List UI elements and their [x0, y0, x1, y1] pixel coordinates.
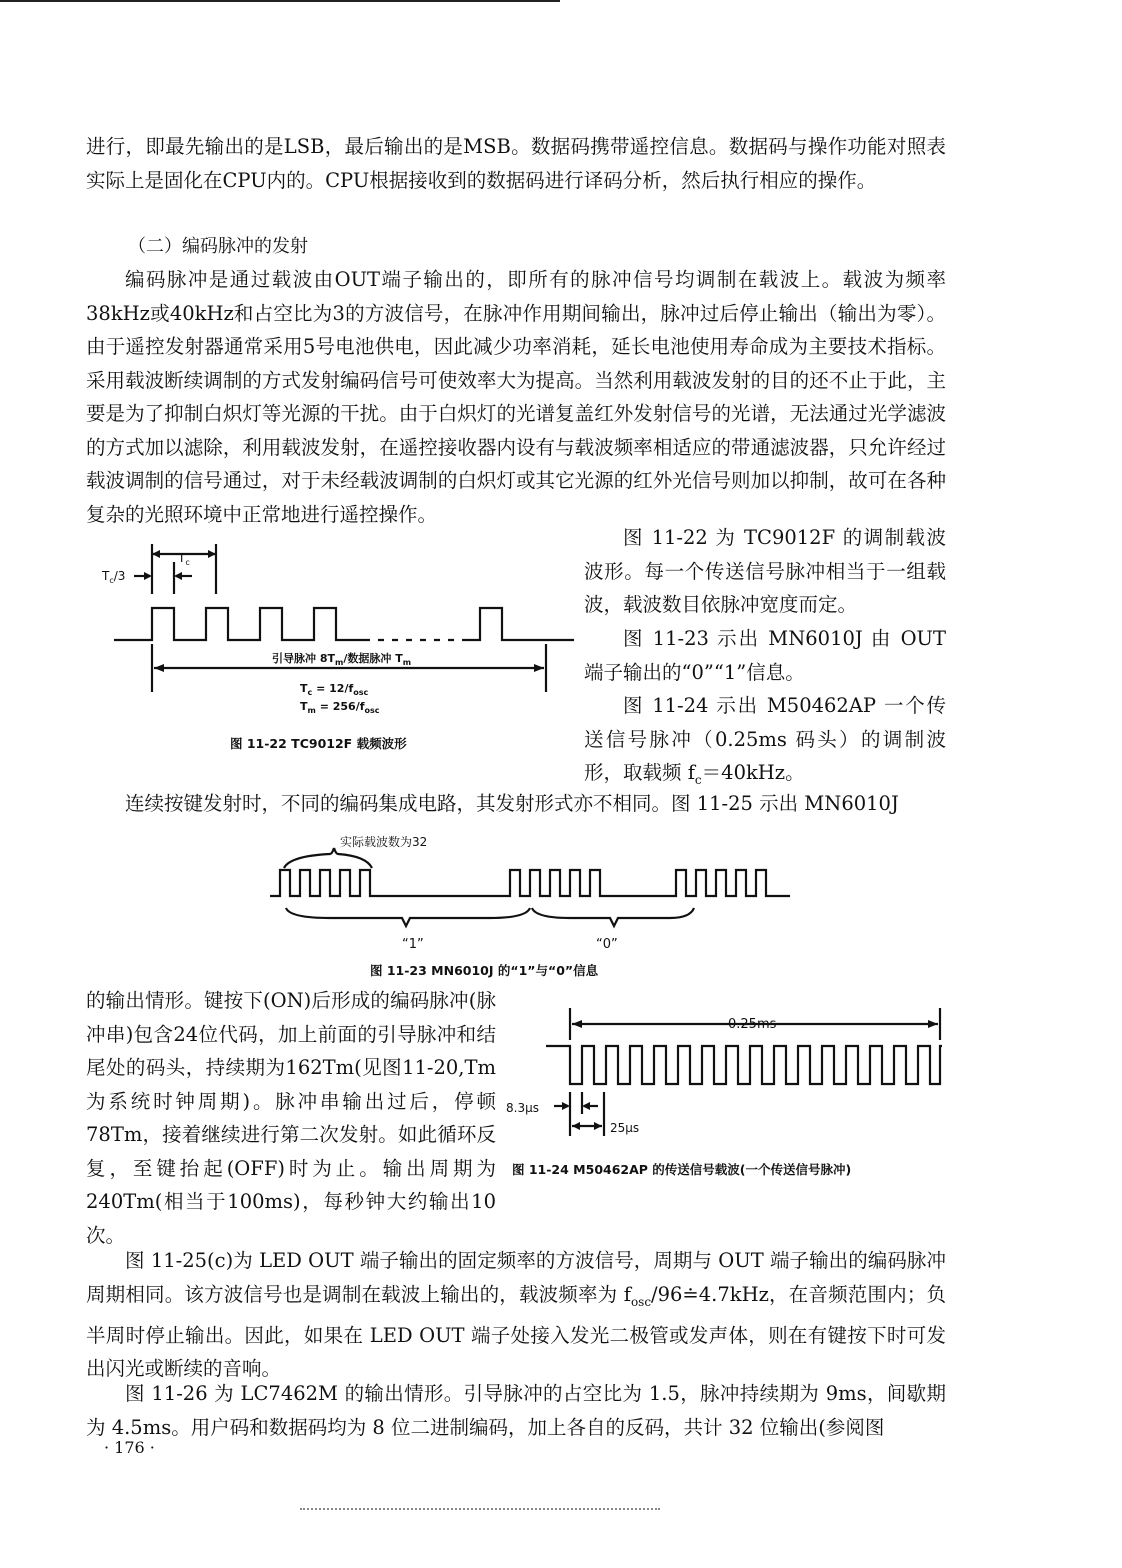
label-one: “1” — [402, 937, 424, 952]
paragraph-2: 编码脉冲是通过载波由OUT端子输出的，即所有的脉冲信号均调制在载波上。载波为频率38kHz或40kHz和占空比为3的方波信号，在脉冲作用期间输出，脉冲过后停止输出（输出为零）。由于遥控发射器通常采用5号电池供电，因此减少功率消耗，延长电池使用寿命成为主要技术指标。采用载波断续调制的方式发射编码信号可使效率大为提高。当然利用载波发射的目的还不止于此，主要是为了抑制白炽灯等光源的干扰。由于白炽灯的光谱复盖红外发射信号的光谱，无法通过光学滤波的方式加以滤除，利用载波发射，在遥控接收器内设有与载波频率相适应的带通滤波器，只允许经过载波调制的信号通过，对于未经载波调制的白炽灯或其它光源的红外光信号则加以抑制，故可在各种复杂的光照环境中正常地进行遥控操作。 — [86, 268, 946, 526]
section-heading: （二）编码脉冲的发射 — [128, 236, 308, 257]
caption-fig-11-24: 图 11-24 M50462AP 的传送信号载波(一个传送信号脉冲) — [512, 1162, 852, 1177]
top-rule — [0, 0, 560, 2]
label-span: 引导脉冲 $8T_m/$数据脉冲 $T_m$ — [272, 652, 412, 667]
label-25us: 25μs — [610, 1121, 640, 1135]
paragraph-5: 图 11-25(c)为 LED OUT 端子输出的固定频率的方波信号，周期与 OUT 端子输出的编码脉冲周期相同。该方波信号也是调制在载波上输出的，载波频率为 $f_{osc}/96≐4.7kHz$，在音频范围内；负半周时停止输出。因此，如果在 LED OUT 端子处接入发光二极管或发声体，则在有键按下时可发出闪光或断续的音响。 — [86, 1249, 946, 1381]
label-zero: “0” — [596, 937, 618, 952]
paragraph-6: 图 11-26 为 LC7462M 的输出情形。引导脉冲的占空比为 1.5，脉冲持续期为 9ms，间歇期为 4.5ms。用户码和数据码均为 8 位二进制编码，加上各自的反码，共计 32 位输出(参阅图 — [86, 1382, 946, 1439]
side-paragraph-2: 图 11-23 示出 MN6010J 由 OUT 端子输出的“0”“1”信息。 — [584, 627, 946, 684]
formula-tm: $T_m = 256/f_{osc}$ — [300, 700, 380, 715]
caption-fig-11-22: 图 11-22 TC9012F 载频波形 — [230, 736, 407, 751]
label-quarter-ms: 0.25ms — [728, 1017, 777, 1032]
label-8-3us: 8.3μs — [506, 1101, 539, 1115]
paragraph-4: 的输出情形。键按下(ON)后形成的编码脉冲(脉冲串)包含24位代码，加上前面的引导脉冲和结尾处的码头，持续期为162Tm(见图11-20,Tm为系统时钟周期)。脉冲串输出过后，停顿78Tm，接着继续进行第二次发射。如此循环反复，至键抬起(OFF)时为止。输出周期为240Tm(相当于100ms)，每秒钟大约输出10次。 — [86, 989, 496, 1247]
formula-tc: $T_c = 12/f_{osc}$ — [300, 682, 369, 697]
caption-fig-11-23: 图 11-23 MN6010J 的“1”与“0”信息 — [370, 963, 599, 978]
label-tc3: $T_c/3$ — [102, 569, 126, 585]
figure-11-22 — [96, 536, 576, 736]
figure-11-24 — [506, 996, 946, 1146]
annotation-carrier-count: 实际载波数为32 — [340, 835, 428, 849]
side-paragraph-3: 图 11-24 示出 M50462AP 一个传送信号脉冲（0.25ms 码头）的调制波形，取载频 $f_c=40kHz$。 — [584, 694, 946, 787]
figure-11-23 — [270, 828, 830, 958]
side-paragraph-1: 图 11-22 为 TC9012F 的调制载波波形。每一个传送信号脉冲相当于一组载波，载波数目依脉冲宽度而定。 — [584, 526, 946, 616]
paragraph-1: 进行，即最先输出的是LSB，最后输出的是MSB。数据码携带遥控信息。数据码与操作功能对照表实际上是固化在CPU内的。CPU根据接收到的数据码进行译码分析，然后执行相应的操作。 — [86, 135, 946, 192]
label-tc: $T_c$ — [178, 551, 190, 567]
page-number: · 176 · — [104, 1438, 155, 1457]
scan-artifact-dots — [300, 1508, 660, 1512]
paragraph-3: 连续按键发射时，不同的编码集成电路，其发射形式亦不相同。图 11-25 示出 MN6010J — [125, 792, 899, 815]
